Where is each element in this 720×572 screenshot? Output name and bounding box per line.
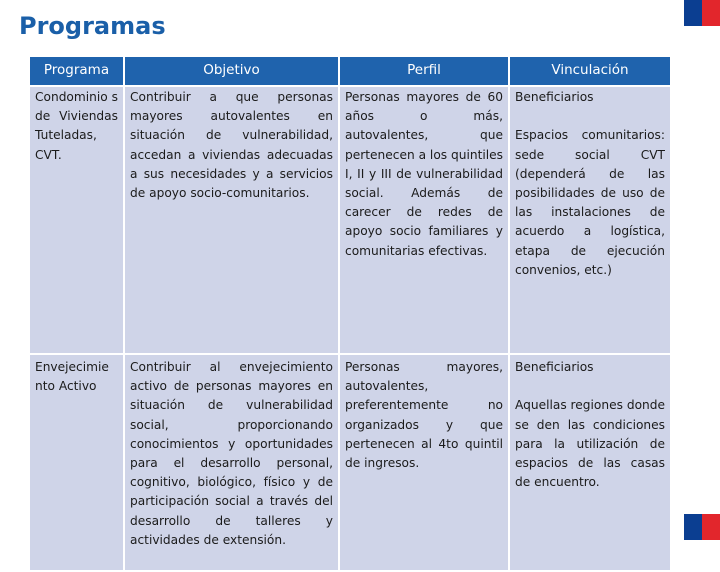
cell-perfil: Personas mayores de 60 años o más, autovalentes, que pertenecen a los quintiles I, II y III de vulnerabilidad social. Además de carecer de redes de apoyo socio familiares y comunitarias efectivas.: [339, 86, 509, 354]
table-row: [29, 86, 671, 354]
vinculacion-detail: Aquellas regiones donde se den las condiciones para la utilización de espacios de las casas de encuentro.: [515, 398, 665, 490]
cell-vinculacion: [509, 86, 671, 354]
cell-objetivo: Contribuir al envejecimiento activo de personas mayores en situación de vulnerabilidad social, proporcionando conocimientos y oportunidades para el desarrollo personal, cognitivo, biológico, físico y de participación social a través del desarrollo de talleres y actividades de extensión.: [124, 354, 339, 571]
cell-perfil: Personas mayores, autovalentes, preferentemente no organizados y que pertenecen al 4to quintil de ingresos.: [339, 354, 509, 571]
header-programa: Programa: [29, 56, 124, 86]
flag-red-block: [702, 514, 720, 540]
flag-red-block: [702, 0, 720, 26]
vinculacion-title: Beneficiarios: [515, 90, 594, 104]
table-row: [29, 354, 671, 571]
flag-blue-block: [684, 0, 702, 26]
page-title: Programas: [19, 12, 166, 40]
cell-programa: Condominio s de Viviendas Tuteladas, CVT.: [29, 86, 124, 354]
table-header-row: [29, 56, 671, 86]
header-perfil: Perfil: [339, 56, 509, 86]
flag-decoration-bottom: [684, 514, 720, 540]
programs-table: [28, 55, 672, 572]
vinculacion-title: Beneficiarios: [515, 360, 594, 374]
vinculacion-detail: Espacios comunitarios: sede social CVT (dependerá de las posibilidades de uso de las instalaciones de acuerdo a logística, etapa de ejecución convenios, etc.): [515, 128, 665, 277]
cell-programa: Envejecimie nto Activo: [29, 354, 124, 571]
cell-objetivo: Contribuir a que personas mayores autovalentes en situación de vulnerabilidad, accedan a viviendas adecuadas a sus necesidades y a servicios de apoyo socio-comunitarios.: [124, 86, 339, 354]
header-objetivo: Objetivo: [124, 56, 339, 86]
header-vinculacion: Vinculación: [509, 56, 671, 86]
flag-decoration: [684, 0, 720, 26]
cell-vinculacion: [509, 354, 671, 571]
flag-blue-block: [684, 514, 702, 540]
